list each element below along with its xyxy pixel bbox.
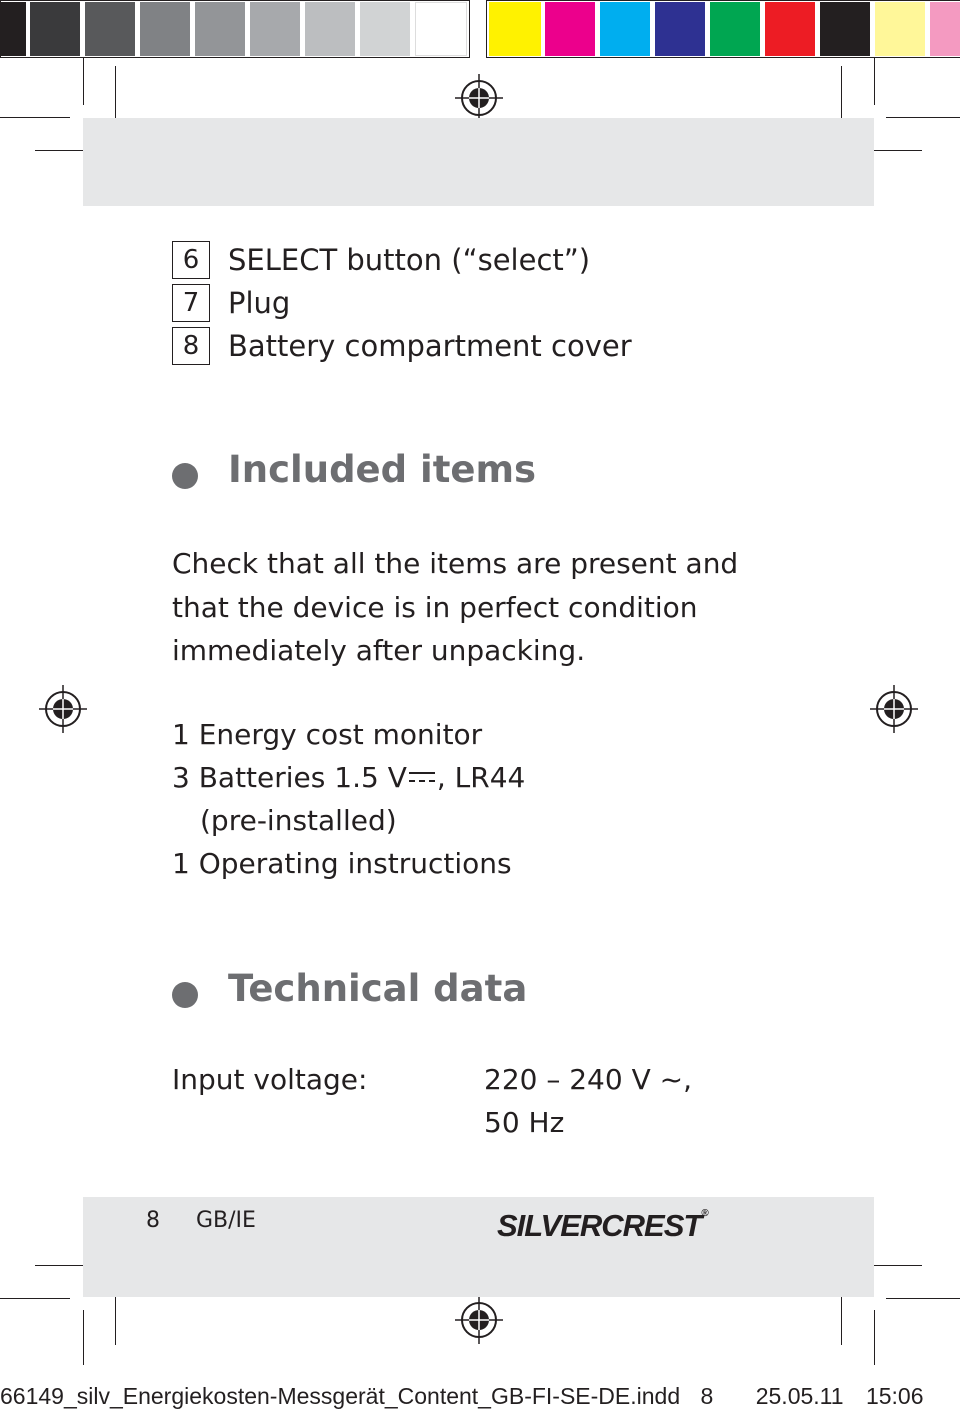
gray-swatch bbox=[415, 2, 467, 56]
crop-mark bbox=[115, 1290, 116, 1345]
list-item bbox=[172, 761, 525, 794]
gray-swatch bbox=[30, 2, 80, 56]
slug-date: 25.05.11 bbox=[755, 1383, 844, 1409]
intro-line: immediately after unpacking. bbox=[172, 634, 586, 667]
item-text: 3 Batteries 1.5 V bbox=[172, 761, 407, 794]
section-title: Included items bbox=[228, 448, 537, 491]
blue-swatch bbox=[655, 2, 705, 56]
pink-swatch bbox=[930, 2, 960, 56]
input-voltage-value: 220 – 240 V ~, bbox=[484, 1063, 693, 1096]
registration-mark-icon bbox=[455, 74, 503, 122]
black-swatch bbox=[820, 2, 870, 56]
input-voltage-label: Input voltage: bbox=[172, 1063, 368, 1096]
crop-mark bbox=[886, 1298, 960, 1299]
list-item: 1 Energy cost monitor bbox=[172, 718, 483, 751]
crop-mark bbox=[83, 58, 84, 105]
gray-swatch bbox=[85, 2, 135, 56]
slug-page: 8 bbox=[700, 1383, 714, 1409]
intro-paragraph bbox=[172, 542, 738, 673]
gray-swatch bbox=[360, 2, 410, 56]
part-label: Battery compartment cover bbox=[228, 329, 632, 363]
gray-swatch bbox=[195, 2, 245, 56]
list-item: (pre-installed) bbox=[200, 804, 397, 837]
crop-mark bbox=[874, 1310, 875, 1365]
registration-mark-icon bbox=[455, 1296, 503, 1344]
red-swatch bbox=[765, 2, 815, 56]
slug-filename: 66149_silv_Energiekosten-Messgerät_Content_GB-FI-SE-DE.indd bbox=[0, 1383, 681, 1409]
item-text: , LR44 bbox=[436, 761, 526, 794]
crop-mark bbox=[83, 1310, 84, 1365]
part-number: 6 bbox=[172, 241, 210, 279]
crop-mark bbox=[874, 58, 875, 105]
yellow-swatch bbox=[489, 2, 541, 56]
crop-mark bbox=[841, 66, 842, 126]
part-label: Plug bbox=[228, 286, 291, 320]
gray-swatch bbox=[0, 2, 26, 56]
header-band bbox=[83, 118, 874, 206]
bullet-icon bbox=[172, 463, 198, 489]
slug-line bbox=[0, 1383, 924, 1410]
green-swatch bbox=[710, 2, 760, 56]
crop-mark bbox=[841, 1290, 842, 1345]
magenta-swatch bbox=[545, 2, 595, 56]
part-label: SELECT button (“select”) bbox=[228, 243, 591, 277]
region-code: GB/IE bbox=[196, 1208, 256, 1233]
crop-mark bbox=[886, 117, 960, 118]
list-item: 1 Operating instructions bbox=[172, 847, 512, 880]
registered-mark: ® bbox=[701, 1208, 708, 1219]
gray-swatch bbox=[305, 2, 355, 56]
bullet-icon bbox=[172, 982, 198, 1008]
brand-name: SILVERCREST bbox=[497, 1208, 702, 1243]
direct-current-icon bbox=[408, 765, 436, 789]
gray-swatch bbox=[250, 2, 300, 56]
intro-line: that the device is in perfect condition bbox=[172, 590, 698, 624]
crop-mark bbox=[0, 117, 70, 118]
page-number: 8 bbox=[146, 1208, 160, 1233]
cyan-swatch bbox=[600, 2, 650, 56]
intro-line: Check that all the items are present and bbox=[172, 547, 739, 580]
gray-swatch bbox=[140, 2, 190, 56]
part-number: 8 bbox=[172, 327, 210, 365]
part-number: 7 bbox=[172, 284, 210, 322]
slug-time: 15:06 bbox=[865, 1383, 924, 1409]
section-title: Technical data bbox=[228, 967, 528, 1010]
crop-mark bbox=[0, 1298, 70, 1299]
light-yellow-swatch bbox=[875, 2, 925, 56]
input-frequency-value: 50 Hz bbox=[484, 1106, 565, 1139]
crop-mark bbox=[115, 66, 116, 126]
registration-mark-icon bbox=[870, 685, 918, 733]
registration-mark-icon bbox=[39, 685, 87, 733]
brand-logo bbox=[497, 1208, 708, 1244]
